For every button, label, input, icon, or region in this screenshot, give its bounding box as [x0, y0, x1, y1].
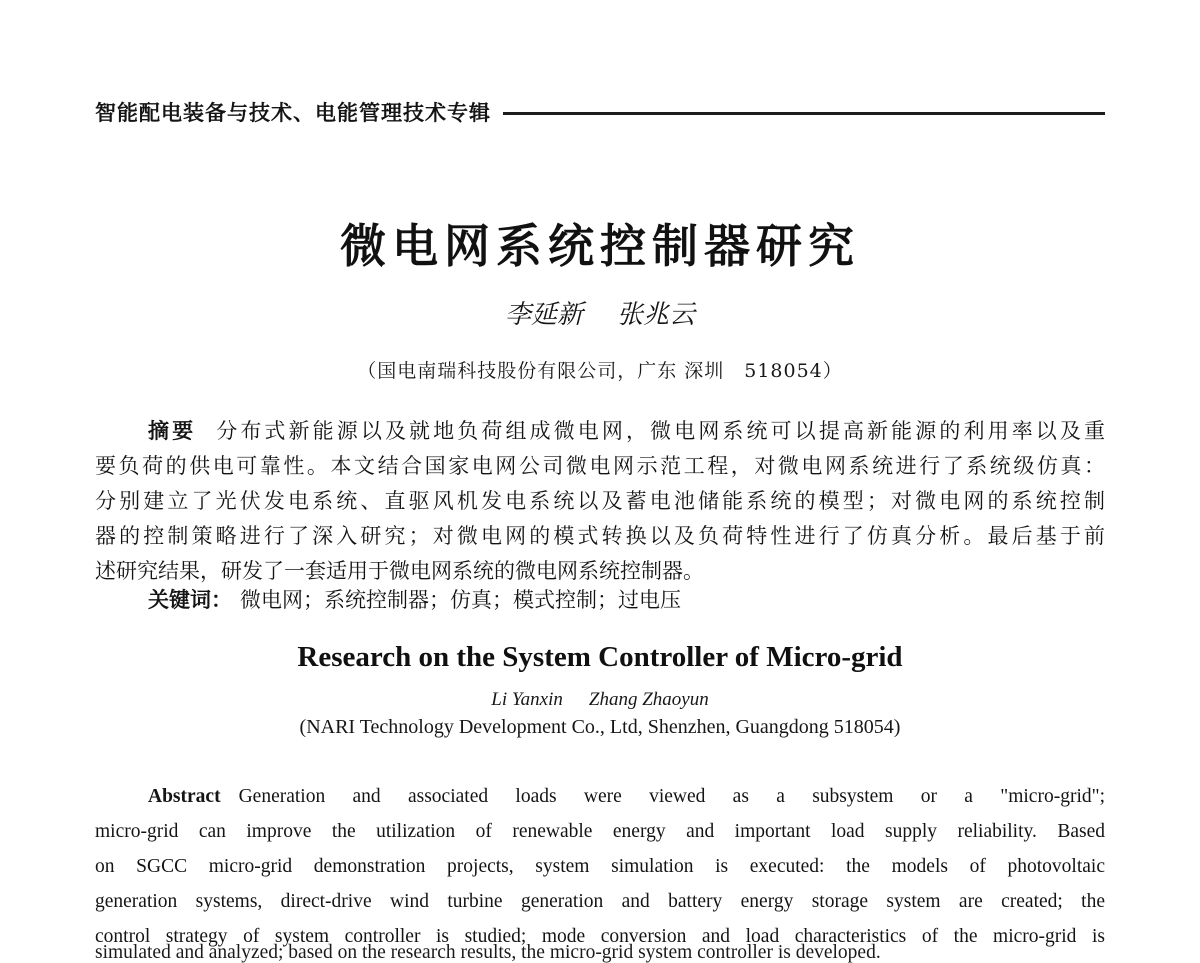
author-en-1: Li Yanxin — [491, 689, 563, 710]
paper-title-cn: 微电网系统控制器研究 — [340, 219, 860, 273]
abstract-en-lines — [95, 814, 1105, 954]
keywords-cn-text: 微电网；系统控制器；仿真；模式控制；过电压 — [240, 588, 681, 612]
abstract-en-label: Abstract — [148, 786, 221, 807]
text-line: control strategy of system controller is studied; mode conversion and load characteristics of the micro-grid is — [95, 926, 1105, 947]
authors-cn — [0, 294, 1200, 331]
author-en-2: Zhang Zhaoyun — [588, 689, 709, 710]
author-cn-2: 张兆云 — [617, 300, 696, 330]
abstract-cn-first-line — [95, 414, 1105, 449]
abstract-cn — [95, 414, 1105, 589]
affiliation-en: (NARI Technology Development Co., Ltd, Shenzhen, Guangdong 518054) — [299, 716, 901, 738]
abstract-cn-lines — [95, 449, 1105, 589]
keywords-cn — [95, 583, 1105, 618]
abstract-cn-label: 摘要 — [148, 419, 197, 443]
text-line: 述研究结果，研发了一套适用于微电网系统的微电网系统控制器。 — [95, 559, 704, 583]
journal-topic-label: 智能配电装备与技术、电能管理技术专辑 — [95, 101, 491, 125]
text-line: generation systems, direct-drive wind turbine generation and battery energy storage system are created; the — [95, 891, 1105, 912]
running-head — [95, 97, 1105, 127]
abstract-en-partial-line: simulated and analyzed; based on the research results, the micro-grid system controller is developed. — [95, 942, 881, 963]
abstract-en — [95, 779, 1105, 954]
header-rule — [503, 112, 1105, 115]
text-line: micro-grid can improve the utilization of renewable energy and important load supply reliability. Based — [95, 821, 1105, 842]
author-cn-1: 李延新 — [504, 300, 583, 330]
authors-en — [0, 689, 1200, 711]
paper-title-en: Research on the System Controller of Micro-grid — [297, 641, 903, 673]
text-line: 器的控制策略进行了深入研究；对微电网的模式转换以及负荷特性进行了仿真分析。最后基于前 — [95, 524, 1105, 548]
text-line: on SGCC micro-grid demonstration projects, system simulation is executed: the models of photovoltaic — [95, 856, 1105, 877]
abstract-en-first-line-text: Generation and associated loads were viewed as a subsystem or a "micro-grid"; — [238, 786, 1105, 807]
text-line: 分别建立了光伏发电系统、直驱风机发电系统以及蓄电池储能系统的模型；对微电网的系统控制 — [95, 489, 1105, 513]
abstract-en-first-line — [95, 779, 1105, 814]
text-line: 要负荷的供电可靠性。本文结合国家电网公司微电网示范工程，对微电网系统进行了系统级仿真： — [95, 454, 1105, 478]
keywords-cn-label: 关键词： — [148, 588, 232, 612]
affiliation-cn: （国电南瑞科技股份有限公司，广东 深圳 518054） — [357, 360, 843, 382]
abstract-cn-first-line-text: 分布式新能源以及就地负荷组成微电网，微电网系统可以提高新能源的利用率以及重 — [216, 419, 1106, 443]
